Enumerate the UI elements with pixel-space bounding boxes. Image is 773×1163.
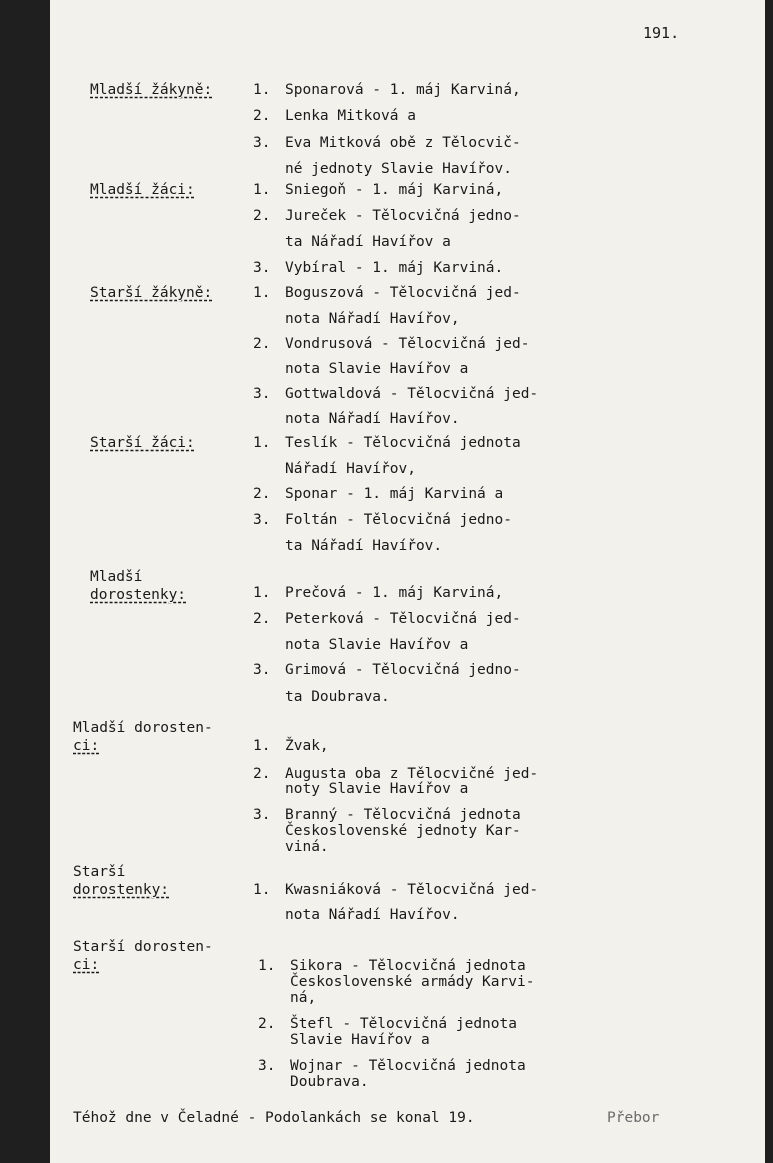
entry-line: 3.Grimová - Tělocvičná jedno- [253,662,521,678]
entry-line: 1.Sponarová - 1. máj Karviná, [253,82,521,98]
entry-line: 1.Sniegoň - 1. máj Karviná, [253,182,504,198]
entry-continuation: ta Nářadí Havířov. [285,538,443,554]
entry-line: 3.Eva Mitková obě z Tělocvič- [253,135,521,151]
section-label-mladsi-dorostenci: Mladší dorosten- ci: [73,720,213,754]
entry-continuation: nota Nářadí Havířov. [285,411,460,427]
entry-continuation: nota Slavie Havířov a [285,637,469,653]
section-label-mladsi-zaci: Mladší žáci: [90,182,195,198]
entry-continuation: Československé armády Karvi- [290,974,535,990]
entry-continuation: Nářadí Havířov, [285,461,416,477]
entry-line: 2.Augusta oba z Tělocvičné jed- [253,766,539,782]
entry-continuation: né jednoty Slavie Havířov. [285,161,512,177]
entry-continuation: ta Nářadí Havířov a [285,234,451,250]
entry-continuation: Slavie Havířov a [290,1032,430,1048]
section-label-mladsi-dorostenky: Mladší dorostenky: [90,569,187,603]
entry-line: 3.Wojnar - Tělocvičná jednota [258,1058,526,1074]
entry-line: 3.Branný - Tělocvičná jednota [253,807,521,823]
entry-line: 3.Gottwaldová - Tělocvičná jed- [253,386,539,402]
footer-text: Téhož dne v Čeladné - Podolankách se konal 19. [73,1110,475,1126]
section-label-starsi-dorostenky: Starší dorostenky: [73,864,170,898]
entry-line: 2.Lenka Mitková a [253,108,416,124]
entry-continuation: Československé jednoty Kar- [285,823,521,839]
entry-continuation: ná, [290,990,317,1006]
entry-line: 2.Peterková - Tělocvičná jed- [253,611,521,627]
section-label-mladsi-zakyne: Mladší žákyně: [90,82,213,98]
entry-line: 3.Foltán - Tělocvičná jedno- [253,512,512,528]
section-label-starsi-dorostenci: Starší dorosten- ci: [73,939,213,973]
entry-line: 2.Štefl - Tělocvičná jednota [258,1016,517,1032]
entry-continuation: viná. [285,839,329,855]
entry-line: 2.Sponar - 1. máj Karviná a [253,486,504,502]
entry-continuation: Doubrava. [290,1074,369,1090]
entry-line: 1.Prečová - 1. máj Karviná, [253,585,504,601]
entry-line: 1.Sikora - Tělocvičná jednota [258,958,526,974]
section-label-starsi-zakyne: Starší žákyně: [90,285,213,301]
entry-line: 2.Vondrusová - Tělocvičná jed- [253,336,530,352]
footer-right-text: Přebor [607,1110,660,1126]
entry-line: 1.Boguszová - Tělocvičná jed- [253,285,521,301]
entry-continuation: ta Doubrava. [285,689,390,705]
entry-line: 1.Žvak, [253,738,329,754]
entry-continuation: nota Nářadí Havířov. [285,907,460,923]
page-number: 191. [643,24,680,42]
document-page [50,0,765,1163]
entry-continuation: nota Slavie Havířov a [285,361,469,377]
entry-line: 3.Vybíral - 1. máj Karviná. [253,260,504,276]
entry-line: 1.Kwasniáková - Tělocvičná jed- [253,882,539,898]
section-label-starsi-zaci: Starší žáci: [90,435,195,451]
entry-continuation: noty Slavie Havířov a [285,781,469,797]
entry-continuation: nota Nářadí Havířov, [285,311,460,327]
entry-line: 1.Teslík - Tělocvičná jednota [253,435,521,451]
entry-line: 2.Jureček - Tělocvičná jedno- [253,208,521,224]
